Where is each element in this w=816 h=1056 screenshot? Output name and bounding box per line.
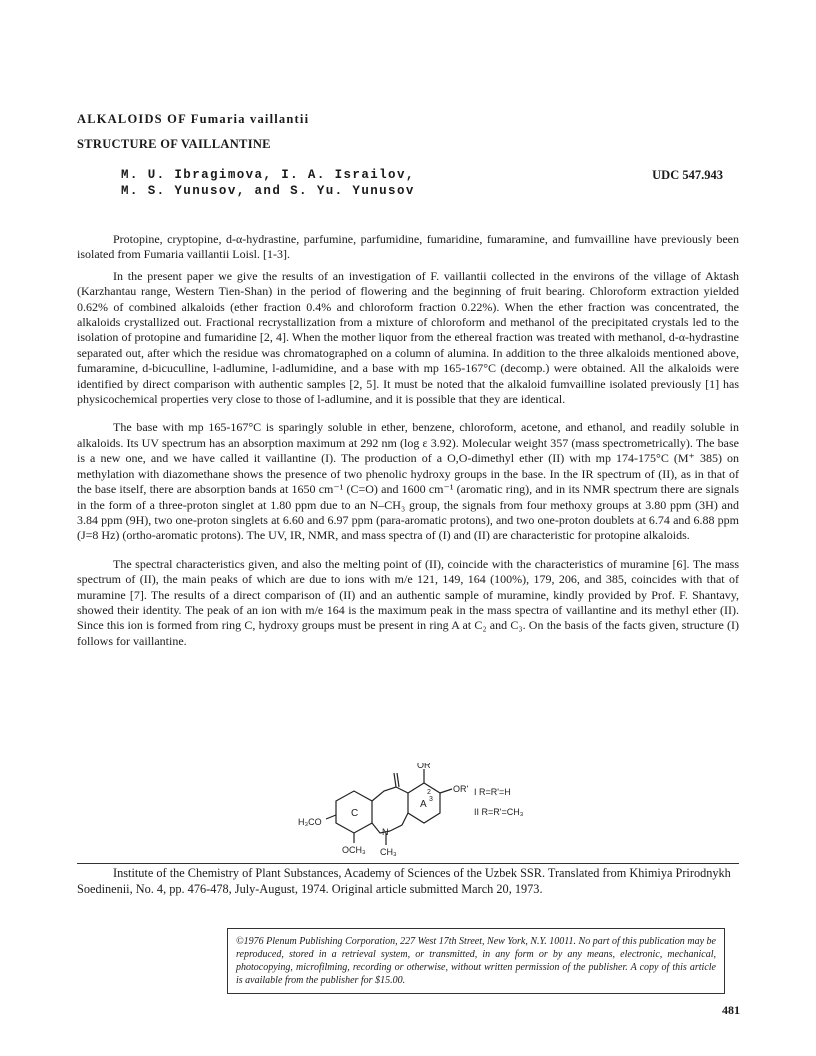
label-h3co: H₃CO <box>298 817 322 827</box>
carbonyl-bond <box>394 773 396 787</box>
author-list <box>121 167 415 199</box>
page-number: 481 <box>722 1003 740 1017</box>
label-c2: 2 <box>427 789 431 796</box>
article-title: ALKALOIDS OF Fumaria vaillantii <box>77 112 310 126</box>
legend-compound-1: I R=R'=H <box>474 787 511 797</box>
label-och3: OCH₃ <box>342 845 366 855</box>
article-subtitle: STRUCTURE OF VAILLANTINE <box>77 137 271 151</box>
paragraph-1: Protopine, cryptopine, d-α-hydrastine, parfumine, parfumidine, fumaridine, fumaramine, and fumvailline have previously been isolated from Fumaria vaillantii Loisl. [1-3]. <box>77 232 739 262</box>
label-ring-c: C <box>351 808 359 819</box>
footnote: Institute of the Chemistry of Plant Substances, Academy of Sciences of the Uzbek SSR. Translated from Khimiya Prirodnykh Soedinenii, No. 4, pp. 476-478, July-August, 1974. Original article submitted March 20, 1973. <box>77 866 731 896</box>
copyright-notice: ©1976 Plenum Publishing Corporation, 227 West 17th Street, New York, N.Y. 10011. No part of this publication may be reproduced, stored in a retrieval system, or transmitted, in any form or by any means, electronic, mechanical, photocopying, microfilming, recording or otherwise, without written permission of the publisher. A copy of this article is available from the publisher for $15.00. <box>227 928 725 994</box>
label-c3: 3 <box>429 796 433 803</box>
paragraph-4: The spectral characteristics given, and also the melting point of (II), coincide with the characteristics of muramine [6]. The mass spectrum of (II), the main peaks of which are due to ions with m/e 121, 149, 164 (100%), 179, 206, and 385, coincides with that of muramine [7]. The results of a direct comparison of (II) and an authentic sample of muramine, kindly provided by Prof. F. Shantavy, showed their identity. The peak of an ion with m/e 164 is the maximum peak in the mass spectra of vaillantine and its methyl ether (II). Since this ion is formed from ring C, hydroxy groups must be present in ring A at C₂ and C₃. On the basis of the facts given, structure (I) follows for vaillantine. <box>77 556 739 648</box>
body-text <box>77 232 739 649</box>
methoxy-bond <box>326 815 336 819</box>
label-ring-a: A <box>420 799 427 810</box>
paragraph-2: In the present paper we give the results of an investigation of F. vaillantii collected in the environs of the village of Aktash (Karzhantau range, Western Tien-Shan) in the period of flowering and the beginning of fruit bearing. Chloroform extraction yielded 0.62% of combined alkaloids (ether fraction 0.4% and chloroform fraction 0.22%). When the ether fraction was concentrated, the alkaloids crystallized out. Fractional recrystallization from a mixture of chloroform and methanol of the precipitated crystals led to the isolation of protopine and fumaridine [2, 4]. When the mother liquor from the ethereal fraction was treated with methanol, d-α-hydrastine separated out, after which the residue was chromatographed on a column of alumina. In addition to the three alkaloids mentioned above, fumaramine, d-bicuculline, l-adlumine, l-adlumidine, and a base with mp 165-167°C (decomp.) were obtained. All the alkaloids were identified by direct comparison with authentic samples [2, 5]. It must be noted that the alkaloid fumvailline isolated previously [1] has physicochemical properties very close to those of l-adlumine, and it is possible that they are identical. <box>77 268 739 407</box>
footnote-divider <box>77 863 739 864</box>
udc-code: UDC 547.943 <box>652 168 723 182</box>
or-prime-bond <box>440 789 452 793</box>
author-line-1: M. U. Ibragimova, I. A. Israilov, <box>121 168 415 182</box>
bridge-top <box>372 787 408 801</box>
label-n-ch3: CH₃ <box>380 847 397 857</box>
bridge-bottom-right <box>390 813 408 831</box>
legend-compound-2: II R=R'=CH₃ <box>474 807 524 817</box>
label-n: N <box>382 827 389 837</box>
author-line-2: M. S. Yunusov, and S. Yu. Yunusov <box>121 184 415 198</box>
vaillantine-structure-diagram <box>296 763 536 865</box>
label-or-prime: OR' <box>453 784 469 794</box>
label-or: OR <box>417 763 431 770</box>
paragraph-3: The base with mp 165-167°C is sparingly soluble in ether, benzene, chloroform, acetone, and ethanol, and readily soluble in alkaloids. Its UV spectrum has an absorption maximum at 292 nm (log ε 3.92). Molecular weight 357 (mass spectrometrically). The base is a new one, and we have called it vaillantine (I). The production of a O,O-dimethyl ether (II) with mp 174-175°C (M⁺ 385) on methylation with diazomethane shows the presence of two phenolic hydroxy groups in the base. In the IR spectrum of (II), as in that of the base itself, there are absorption bands at 1650 cm⁻¹ (C=O) and 1600 cm⁻¹ (aromatic ring), and in its NMR spectrum there are signals in the form of a three-proton singlet at 1.80 ppm due to an N–CH₃ group, the signals from four methoxy groups at 3.80 ppm (3H) and 3.84 ppm (9H), two one-proton singlets at 6.60 and 6.97 ppm (para-aromatic protons), and two one-proton doublets at 6.74 and 6.88 ppm (J=8 Hz) (ortho-aromatic protons). The UV, IR, NMR, and mass spectra of (I) and (II) are characteristic for protopine alkaloids. <box>77 420 739 543</box>
